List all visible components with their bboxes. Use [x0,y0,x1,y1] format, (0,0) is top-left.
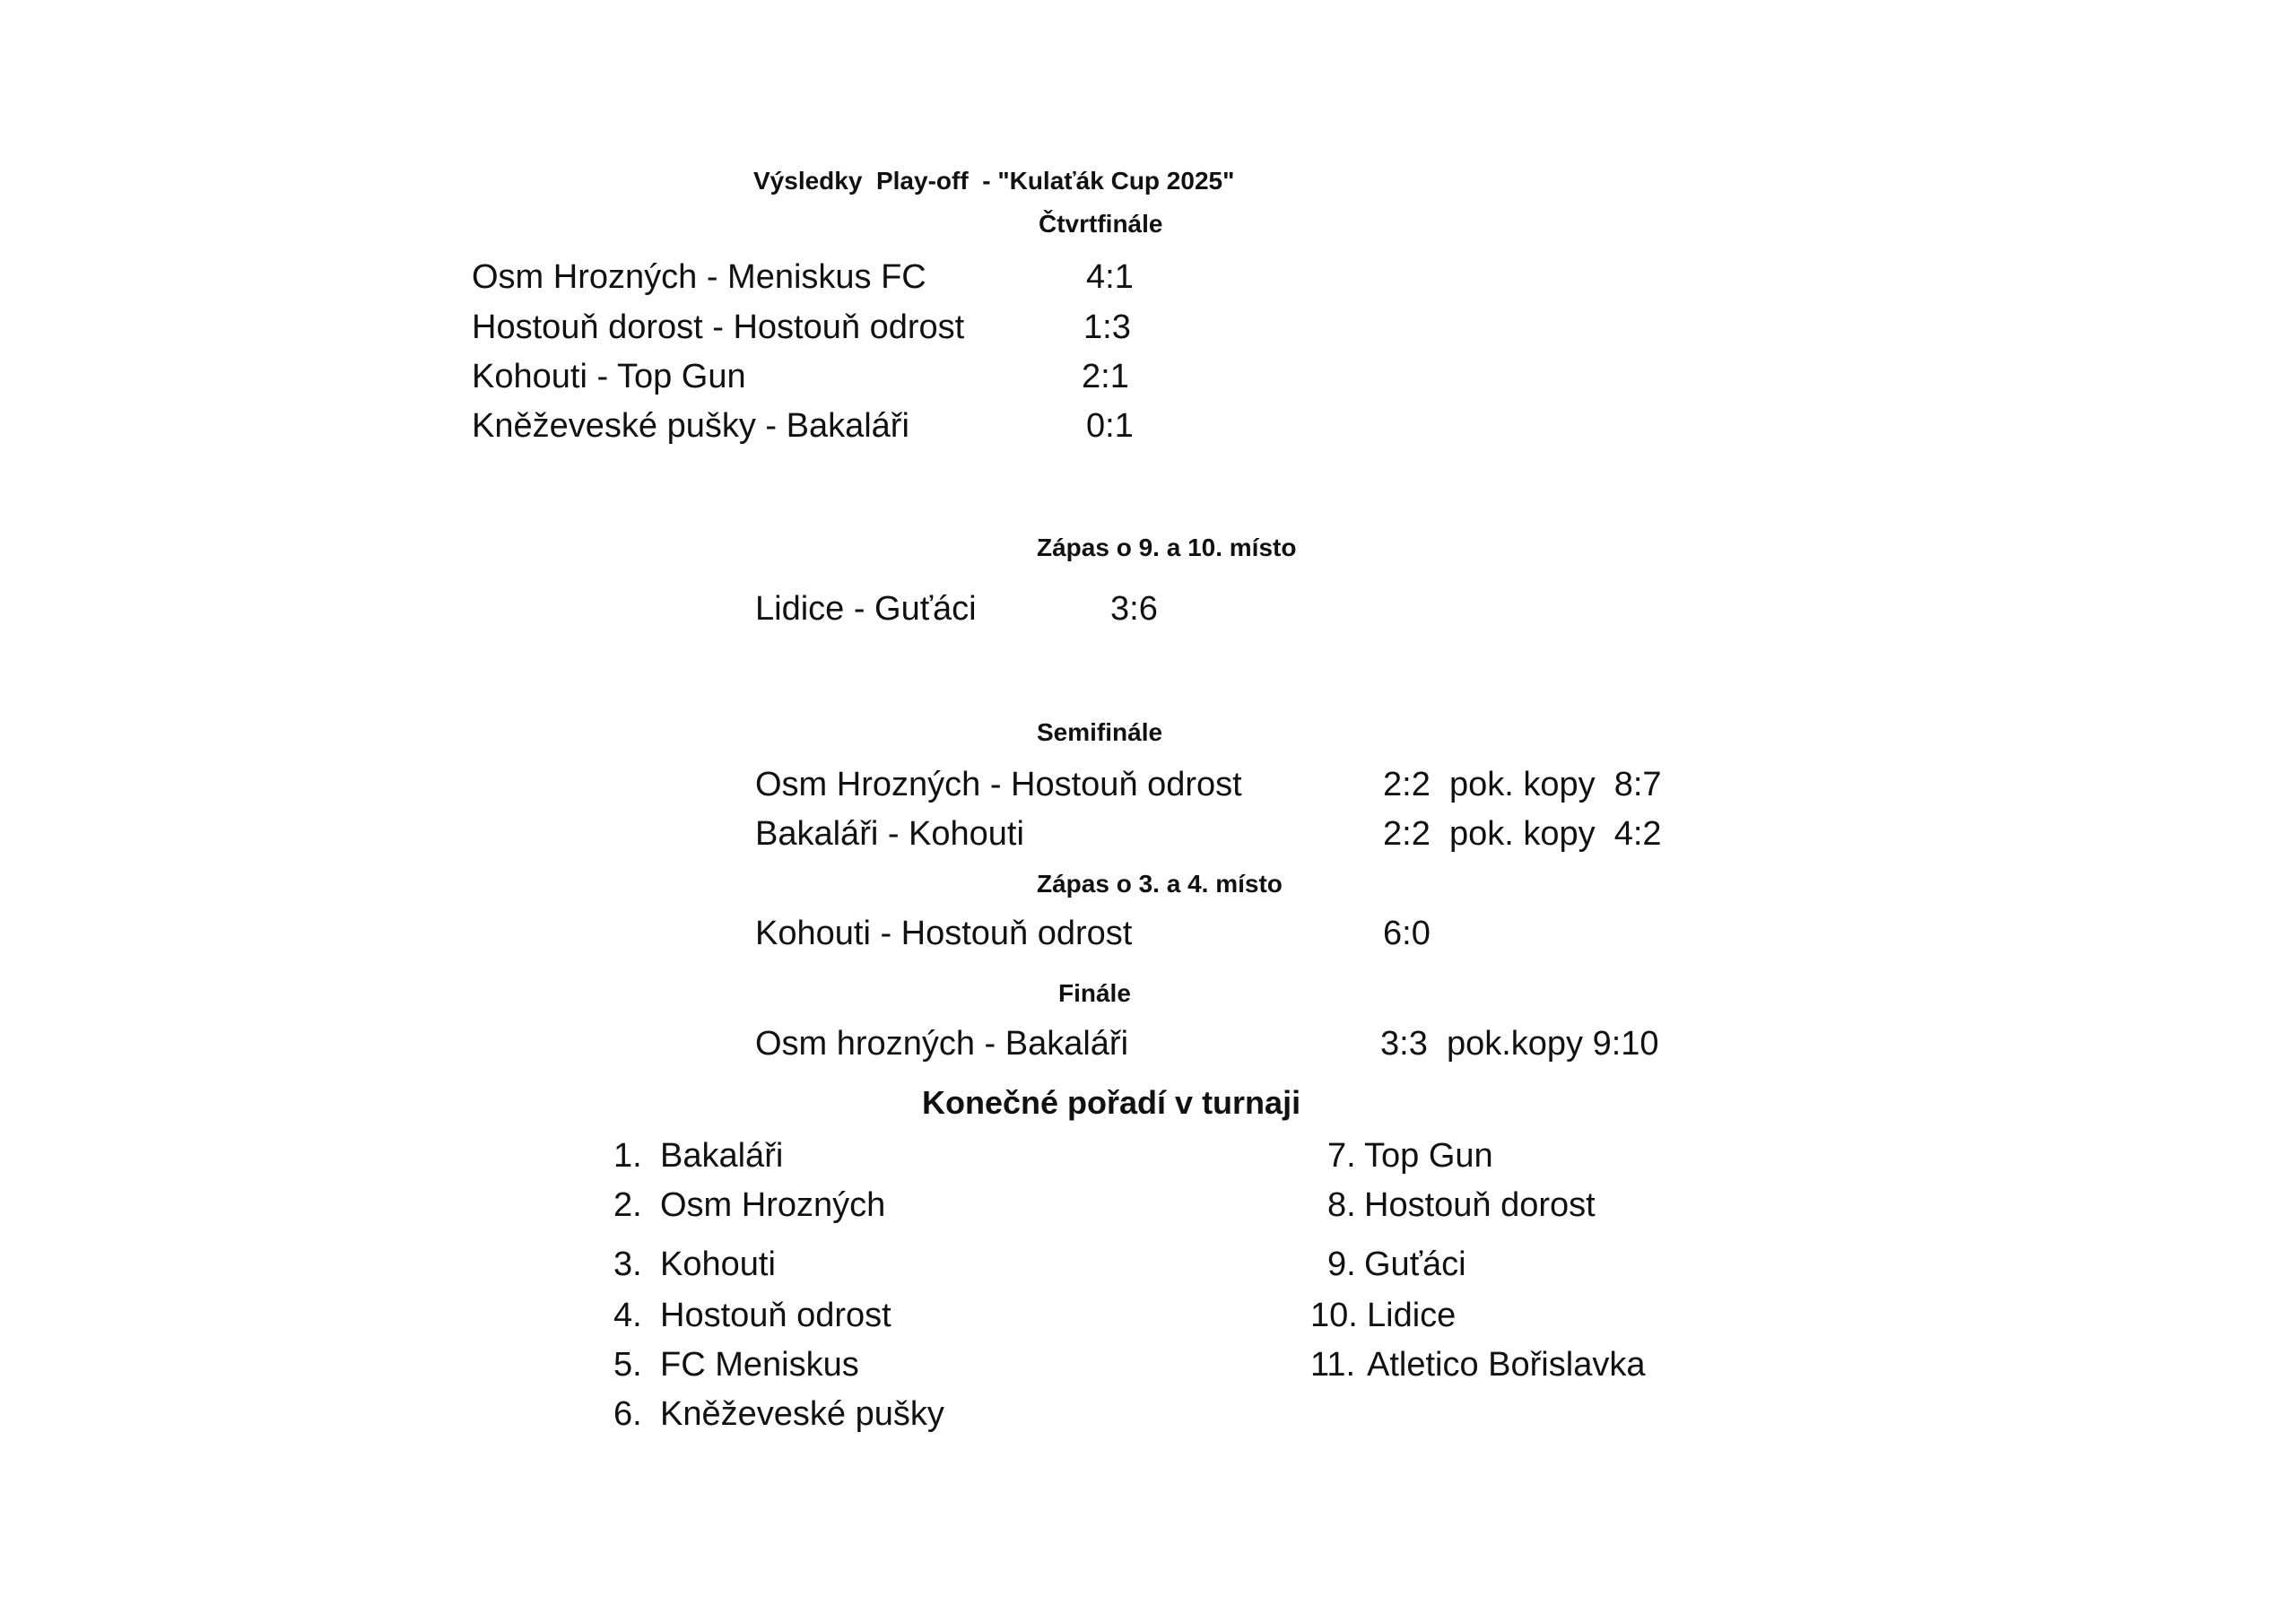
place-3-4-score: 6:0 [1383,915,1431,952]
qf-match-4-teams: Kněževeské pušky - Bakaláři [472,407,909,445]
place-9-10-score: 3:6 [1110,590,1158,628]
standing-left-2-team: Osm Hrozných [660,1186,886,1224]
standing-right-9-num: 9. [1327,1245,1356,1283]
qf-match-3-score: 2:1 [1082,358,1129,395]
qf-match-3-teams: Kohouti - Top Gun [472,358,746,395]
standing-right-11-num: 11. [1310,1346,1356,1384]
semifinals-heading: Semifinále [1037,718,1163,746]
standing-right-7-num: 7. [1327,1137,1356,1175]
qf-match-1-score: 4:1 [1086,258,1134,296]
standing-right-8-team: Hostouň dorost [1364,1186,1596,1224]
qf-match-2-score: 1:3 [1083,308,1131,346]
qf-match-1-teams: Osm Hrozných - Meniskus FC [472,258,926,296]
sf-match-1-score: 2:2 pok. kopy 8:7 [1383,766,1662,803]
standing-left-6-team: Kněževeské pušky [660,1395,944,1433]
qf-match-2-teams: Hostouň dorost - Hostouň odrost [472,308,965,346]
place-3-4-teams: Kohouti - Hostouň odrost [755,915,1133,952]
sf-match-2-score: 2:2 pok. kopy 4:2 [1383,815,1662,853]
standing-right-10-team: Lidice [1367,1297,1457,1334]
standing-left-3-team: Kohouti [660,1245,776,1283]
final-teams: Osm hrozných - Bakaláři [755,1025,1129,1063]
standing-left-1-team: Bakaláři [660,1137,784,1175]
final-score: 3:3 pok.kopy 9:10 [1380,1025,1659,1063]
quarterfinals-heading: Čtvrtfinále [1039,210,1163,238]
document-title: Výsledky Play-off - "Kulaťák Cup 2025" [753,167,1235,195]
place-9-10-heading: Zápas o 9. a 10. místo [1037,534,1297,561]
place-9-10-teams: Lidice - Guťáci [755,590,977,628]
standing-left-6-num: 6. [613,1395,642,1433]
standing-right-7-team: Top Gun [1364,1137,1493,1175]
standing-left-4-num: 4. [613,1297,642,1334]
standing-left-3-num: 3. [613,1245,642,1283]
standing-right-11-team: Atletico Bořislavka [1367,1346,1646,1384]
standing-right-10-num: 10. [1310,1297,1358,1334]
standing-left-5-team: FC Meniskus [660,1346,859,1384]
final-heading: Finále [1058,979,1131,1007]
standing-left-5-num: 5. [613,1346,642,1384]
standings-heading: Konečné pořadí v turnaji [922,1084,1301,1121]
standing-right-9-team: Guťáci [1364,1245,1466,1283]
place-3-4-heading: Zápas o 3. a 4. místo [1037,870,1283,898]
standing-left-4-team: Hostouň odrost [660,1297,891,1334]
standing-right-8-num: 8. [1327,1186,1356,1224]
standing-left-1-num: 1. [613,1137,642,1175]
qf-match-4-score: 0:1 [1086,407,1134,445]
sf-match-2-teams: Bakaláři - Kohouti [755,815,1024,853]
standing-left-2-num: 2. [613,1186,642,1224]
sf-match-1-teams: Osm Hrozných - Hostouň odrost [755,766,1242,803]
